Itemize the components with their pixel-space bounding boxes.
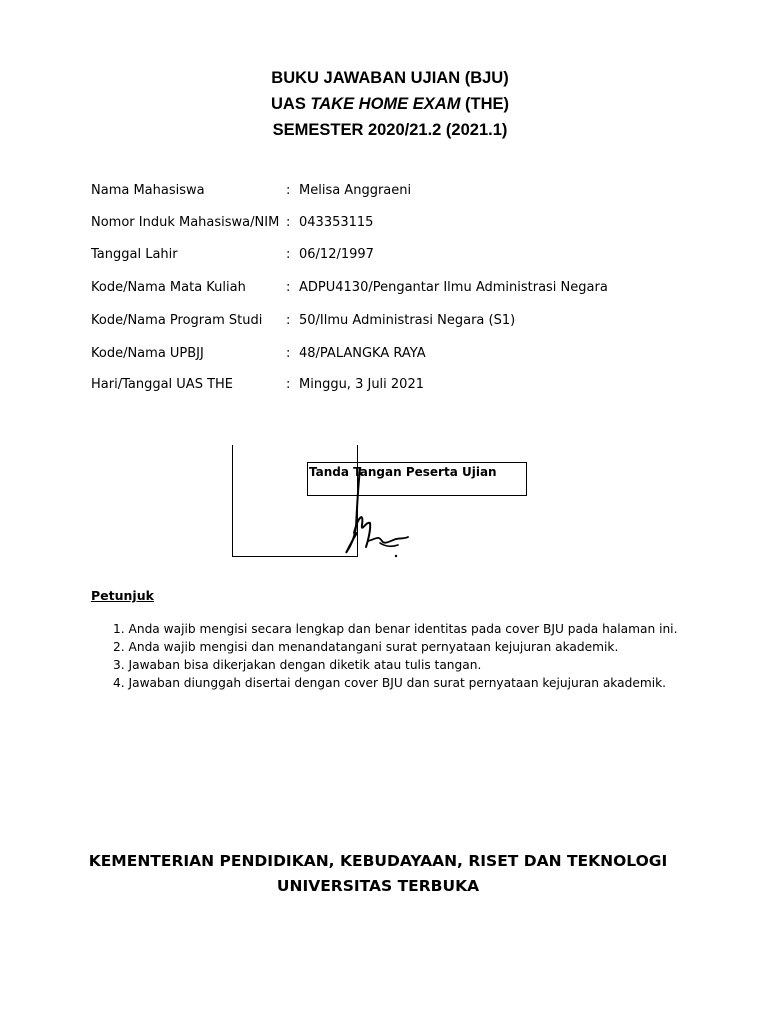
handwritten-signature: [340, 467, 420, 562]
instructions-list: [113, 620, 677, 692]
identity-row-upbjj: [91, 346, 731, 364]
identity-row-birthdate: [91, 247, 731, 265]
identity-row-program: [91, 313, 731, 331]
instruction-item: 4. Jawaban diunggah disertai dengan cover BJU dan surat pernyataan kejujuran akademik.: [113, 676, 667, 690]
identity-label: Nama Mahasiswa: [91, 183, 205, 198]
title-line-2-italic: TAKE HOME EXAM: [310, 95, 461, 113]
identity-colon: :: [286, 247, 291, 262]
instruction-item: 2. Anda wajib mengisi dan menandatangani surat pernyataan kejujuran akademik.: [113, 640, 619, 654]
title-line-2: [0, 95, 768, 114]
identity-value: 043353115: [299, 215, 374, 230]
instructions-title: Petunjuk: [91, 588, 154, 603]
identity-colon: :: [286, 215, 291, 230]
identity-value: 50/Ilmu Administrasi Negara (S1): [299, 313, 516, 328]
instruction-item: 1. Anda wajib mengisi secara lengkap dan benar identitas pada cover BJU pada halaman ini.: [113, 622, 678, 636]
title-line-1: BUKU JAWABAN UJIAN (BJU): [271, 69, 509, 87]
identity-row-exam-date: [91, 377, 731, 395]
identity-row-nim: [91, 215, 731, 233]
identity-colon: :: [286, 346, 291, 361]
identity-label: Tanggal Lahir: [91, 247, 178, 262]
identity-row-course: [91, 280, 731, 298]
instruction-item: 3. Jawaban bisa dikerjakan dengan diketik atau tulis tangan.: [113, 658, 482, 672]
title-line-2-suffix: (THE): [460, 95, 510, 113]
title-line-3: SEMESTER 2020/21.2 (2021.1): [272, 121, 508, 139]
identity-label: Hari/Tanggal UAS THE: [91, 377, 234, 392]
identity-value: Melisa Anggraeni: [299, 183, 412, 198]
signature-label: Tanda Tangan Peserta Ujian: [309, 465, 497, 479]
identity-row-name: [91, 183, 731, 201]
identity-colon: :: [286, 313, 291, 328]
identity-label: Nomor Induk Mahasiswa/NIM: [91, 215, 280, 230]
identity-label: Kode/Nama Program Studi: [91, 313, 263, 328]
identity-colon: :: [286, 280, 291, 295]
identity-value: Minggu, 3 Juli 2021: [299, 377, 424, 392]
title-line-2-prefix: UAS: [270, 95, 311, 113]
identity-value: ADPU4130/Pengantar Ilmu Administrasi Negara: [299, 280, 608, 295]
identity-value: 48/PALANGKA RAYA: [299, 346, 426, 361]
identity-colon: :: [286, 377, 291, 392]
identity-label: Kode/Nama Mata Kuliah: [91, 280, 246, 295]
footer-university: UNIVERSITAS TERBUKA: [276, 877, 480, 895]
footer-ministry: KEMENTERIAN PENDIDIKAN, KEBUDAYAAN, RISET DAN TEKNOLOGI: [88, 852, 668, 870]
identity-label: Kode/Nama UPBJJ: [91, 346, 204, 361]
identity-colon: :: [286, 183, 291, 198]
identity-value: 06/12/1997: [299, 247, 374, 262]
